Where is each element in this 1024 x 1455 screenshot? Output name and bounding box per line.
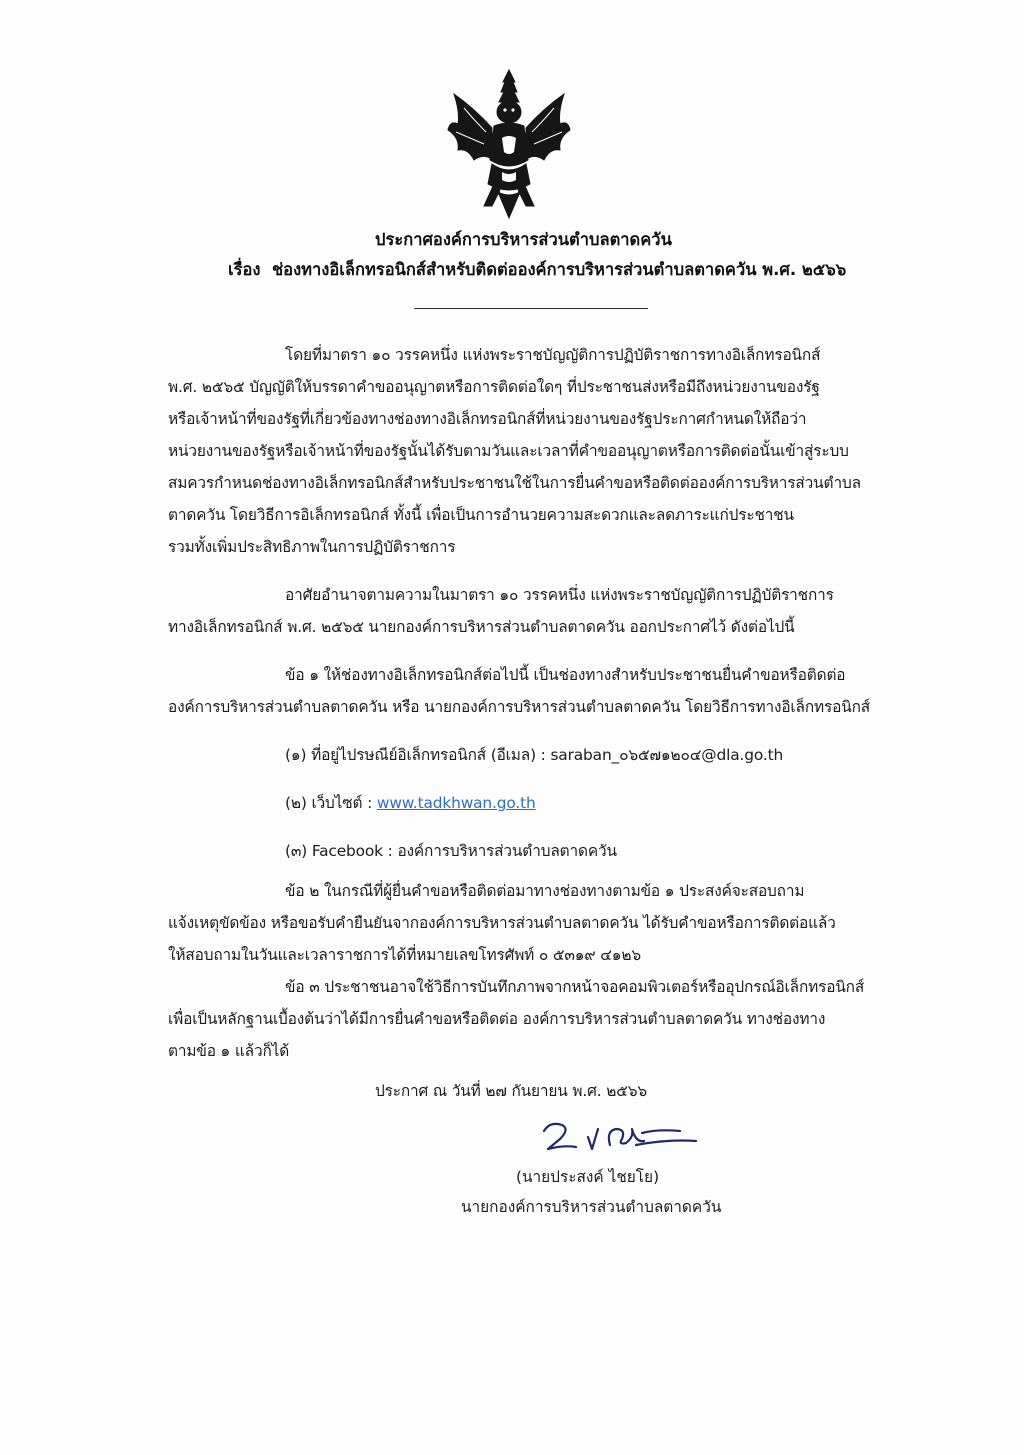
clause-1-line: องค์การบริหารส่วนตำบลตาดควัน หรือ นายกองค์การบริหารส่วนตำบลตาดควัน โดยวิธีการทางอิเล็กทรอนิกส์	[168, 698, 870, 716]
subject-text: ช่องทางอิเล็กทรอนิกส์สำหรับติดต่อองค์การบริหารส่วนตำบลตาดควัน พ.ศ. ๒๕๖๖	[271, 260, 847, 279]
paragraph-1-line: สมควรกำหนดช่องทางอิเล็กทรอนิกส์สำหรับประชาชนใช้ในการยื่นคำขอหรือติดต่อองค์การบริหารส่วนตำบล	[168, 474, 861, 492]
announcement-title: ประกาศองค์การบริหารส่วนตำบลตาดควัน	[375, 230, 672, 249]
clause-2-line: แจ้งเหตุขัดข้อง หรือขอรับคำยืนยันจากองค์การบริหารส่วนตำบลตาดควัน ได้รับคำขอหรือการติดต่อแล้ว	[168, 914, 836, 932]
paragraph-2-line: อาศัยอำนาจตามความในมาตรา ๑๐ วรรคหนึ่ง แห่งพระราชบัญญัติการปฏิบัติราชการ	[285, 586, 834, 604]
paragraph-1-line: รวมทั้งเพิ่มประสิทธิภาพในการปฏิบัติราชการ	[168, 538, 456, 556]
announcement-subject	[228, 257, 846, 283]
paragraph-2-line: ทางอิเล็กทรอนิกส์ พ.ศ. ๒๕๖๕ นายกองค์การบริหารส่วนตำบลตาดควัน ออกประกาศไว้ ดังต่อไปนี้	[168, 618, 795, 636]
channel-website	[285, 792, 536, 814]
clause-3-line: ข้อ ๓ ประชาชนอาจใช้วิธีการบันทึกภาพจากหน้าจอคอมพิวเตอร์หรืออุปกรณ์อิเล็กทรอนิกส์	[285, 978, 865, 996]
clause-2-line: ข้อ ๒ ในกรณีที่ผู้ยื่นคำขอหรือติดต่อมาทางช่องทางตามข้อ ๑ ประสงค์จะสอบถาม	[285, 882, 805, 900]
signatory-name: (นายประสงค์ ไชยโย)	[516, 1168, 660, 1186]
channel-facebook: (๓) Facebook : องค์การบริหารส่วนตำบลตาดควัน	[285, 842, 617, 860]
clause-3-line: ตามข้อ ๑ แล้วก็ได้	[168, 1042, 290, 1060]
paragraph-1-line: พ.ศ. ๒๕๖๕ บัญญัติให้บรรดาคำขออนุญาตหรือการติดต่อใดๆ ที่ประชาชนส่งหรือมีถึงหน่วยงานของรัฐ	[168, 378, 820, 396]
clause-3-line: เพื่อเป็นหลักฐานเบื้องต้นว่าได้มีการยื่นคำขอหรือติดต่อ องค์การบริหารส่วนตำบลตาดควัน ทางช่องทาง	[168, 1010, 826, 1028]
channel-website-label: (๒) เว็บไซต์ :	[285, 794, 377, 812]
paragraph-1-line: ตาดควัน โดยวิธีการอิเล็กทรอนิกส์ ทั้งนี้ เพื่อเป็นการอำนวยความสะดวกและลดภาระแก่ประชาชน	[168, 506, 794, 524]
clause-2-line: ให้สอบถามในวันและเวลาราชการได้ที่หมายเลขโทรศัพท์ ๐ ๕๓๑๙ ๔๑๒๖	[168, 946, 641, 964]
signature-image	[540, 1115, 700, 1161]
announcement-date: ประกาศ ณ วันที่ ๒๗ กันยายน พ.ศ. ๒๕๖๖	[375, 1082, 647, 1100]
paragraph-1-line: โดยที่มาตรา ๑๐ วรรคหนึ่ง แห่งพระราชบัญญัติการปฏิบัติราชการทางอิเล็กทรอนิกส์	[285, 346, 821, 364]
subject-label: เรื่อง	[228, 260, 261, 279]
paragraph-1-line: หรือเจ้าหน้าที่ของรัฐที่เกี่ยวข้องทางช่องทางอิเล็กทรอนิกส์ที่หน่วยงานของรัฐประกาศกำหนดให้ถือว่า	[168, 410, 807, 428]
channel-email: (๑) ที่อยู่ไปรษณีย์อิเล็กทรอนิกส์ (อีเมล) : saraban_๐๖๕๗๑๒๐๔@dla.go.th	[285, 746, 784, 764]
clause-1-line: ข้อ ๑ ให้ช่องทางอิเล็กทรอนิกส์ต่อไปนี้ เป็นช่องทางสำหรับประชาชนยื่นคำขอหรือติดต่อ	[285, 666, 846, 684]
title-divider	[414, 308, 648, 309]
paragraph-1-line: หน่วยงานของรัฐหรือเจ้าหน้าที่ของรัฐนั้นได้รับตามวันและเวลาที่คำขออนุญาตหรือการติดต่อนั้นเข้าสู่ระบบ	[168, 442, 849, 460]
signatory-position: นายกองค์การบริหารส่วนตำบลตาดควัน	[461, 1198, 722, 1216]
garuda-emblem-icon	[446, 68, 572, 220]
website-link[interactable]: www.tadkhwan.go.th	[376, 794, 536, 812]
